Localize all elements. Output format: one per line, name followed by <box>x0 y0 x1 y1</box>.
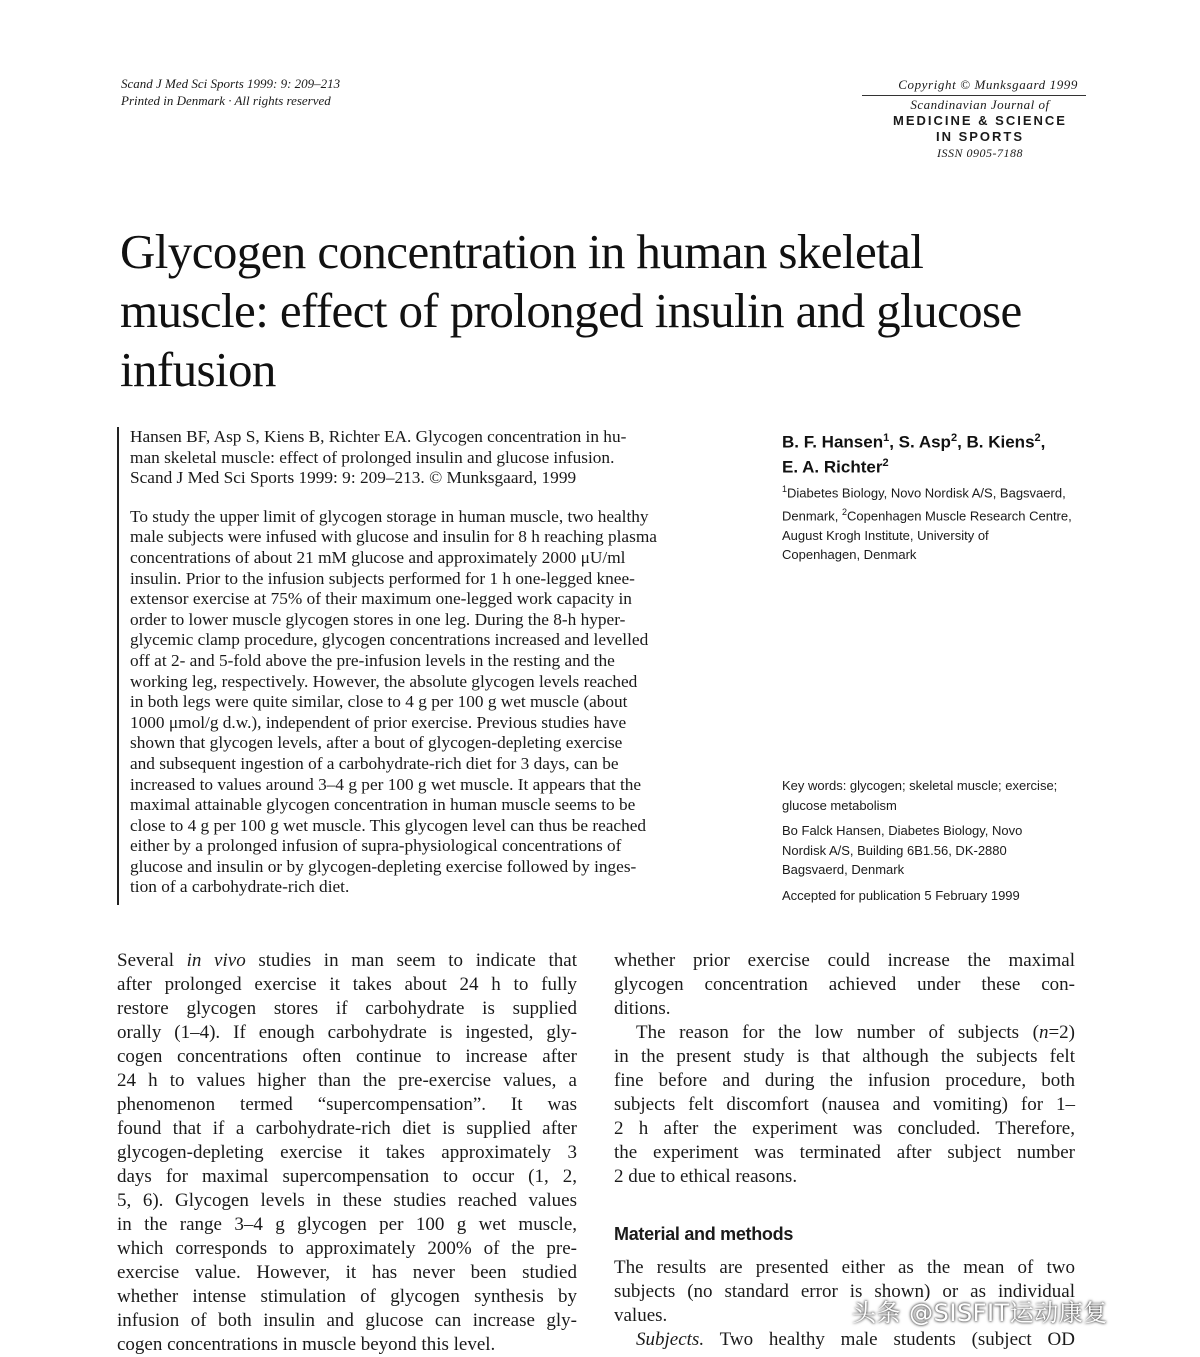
body-line: values. <box>614 1305 668 1326</box>
article-metadata <box>782 776 1102 905</box>
paper-title <box>120 222 1100 399</box>
body-line: The results are presented either as the mean of two <box>614 1257 1075 1278</box>
affiliation-text: Denmark, <box>782 508 842 524</box>
title-line: Glycogen concentration in human skeletal <box>120 224 924 279</box>
section-heading: Material and methods <box>614 1224 794 1244</box>
body-line: orally (1–4). If enough carbohydrate is ingested, gly- <box>117 1022 577 1043</box>
printed-in-line: Printed in Denmark · All rights reserved <box>121 93 331 108</box>
abstract-line: maximal attainable glycogen concentration in human muscle seems to be <box>130 795 636 815</box>
body-line: exercise value. However, it has never been studied <box>117 1262 577 1283</box>
abstract-line: extensor exercise at 75% of their maximum one-legged work capacity in <box>130 589 632 609</box>
affiliation-marker: 2 <box>1034 432 1041 444</box>
body-line: after prolonged exercise it takes about 24 h to fully <box>117 974 577 995</box>
issn: ISSN 0905-7188 <box>937 146 1023 160</box>
affiliation-text: Copenhagen Muscle Research Centre, <box>846 508 1072 524</box>
abstract-line: concentrations of about 21 mM glucose and approximately 2000 μU/ml <box>130 547 626 567</box>
body-line: infusion of both insulin and glucose can increase gly- <box>117 1310 577 1331</box>
abstract-line: tion of a carbohydrate-rich diet. <box>130 877 350 897</box>
body-italic-text: n <box>1038 1022 1049 1043</box>
body-line: 5, 6). Glycogen levels in these studies reached values <box>117 1190 577 1211</box>
journal-name-line1: Scandinavian Journal of <box>910 97 1050 112</box>
citation-line: Scand J Med Sci Sports 1999: 9: 209–213. © Munksgaard, 1999 <box>130 468 577 488</box>
body-italic-text: Subjects. <box>636 1329 705 1350</box>
watermark: 头条 @SISFIT运动康复 <box>852 1299 1108 1327</box>
author-name: B. F. Hansen <box>782 432 884 452</box>
body-line: 24 h to values higher than the pre-exercise values, a <box>117 1070 577 1091</box>
body-line: phenomenon termed “supercompensation”. It was <box>117 1094 577 1115</box>
body-text: Several <box>117 950 187 971</box>
body-line <box>614 1021 1075 1045</box>
body-line: found that if a carbohydrate-rich diet is supplied after <box>117 1118 577 1139</box>
body-line: 2 h after the experiment was concluded. Therefore, <box>614 1118 1075 1139</box>
abstract-line: either by a prolonged infusion of supra-physiological concentrations of <box>130 836 622 856</box>
abstract-citation <box>130 427 757 489</box>
body-line: subjects (no standard error is shown) or as individual <box>614 1281 1075 1302</box>
body-text: Two healthy male students (subject OD <box>704 1329 1075 1350</box>
abstract-line: in both legs were quite similar, close to 4 g per 100 g wet muscle (about <box>130 692 628 712</box>
affiliation-marker: 2 <box>882 456 889 469</box>
body-line <box>117 949 577 973</box>
journal-citation-header <box>121 75 340 109</box>
body-line: whether intense stimulation of glycogen synthesis by <box>117 1286 577 1307</box>
affiliation-line: Copenhagen, Denmark <box>782 547 917 563</box>
abstract-line: 1000 μmol/g d.w.), independent of prior exercise. Previous studies have <box>130 712 627 732</box>
keywords-line: glucose metabolism <box>782 797 897 813</box>
body-text: studies in man seem to indicate that <box>245 950 577 971</box>
abstract-line: insulin. Prior to the infusion subjects performed for 1 h one-legged knee- <box>130 568 635 588</box>
affiliation-line <box>782 503 1102 526</box>
abstract-line: off at 2- and 5-fold above the pre-infusion levels in the resting and the <box>130 650 615 670</box>
correspondence-line: Bagsvaerd, Denmark <box>782 862 905 877</box>
body-line: fine before and during the infusion procedure, both <box>614 1070 1075 1091</box>
publisher-header <box>862 77 1086 161</box>
body-line: glycogen-depleting exercise it takes approximately 3 <box>117 1142 577 1163</box>
keywords-line: Key words: glycogen; skeletal muscle; exercise; <box>782 778 1058 793</box>
body-line: in the present study is that although the subjects felt <box>614 1046 1075 1067</box>
abstract-line: glucose and insulin or by glycogen-depleting exercise followed by inges- <box>130 856 637 876</box>
body-column-left <box>117 949 577 1357</box>
abstract-line: and subsequent ingestion of a carbohydrate-rich diet for 3 days, can be <box>130 753 619 773</box>
author-name: , B. Kiens <box>957 432 1035 452</box>
affiliation-line: August Krogh Institute, University of <box>782 527 989 543</box>
correspondence-line: Bo Falck Hansen, Diabetes Biology, Novo <box>782 823 1023 838</box>
abstract <box>117 427 757 905</box>
journal-name-line3: IN SPORTS <box>935 129 1025 144</box>
body-line: the experiment was terminated after subject number <box>614 1142 1075 1163</box>
body-line: days for maximal supercompensation to occur (1, 2, <box>117 1166 577 1187</box>
body-line: cogen concentrations in muscle beyond this level. <box>117 1334 496 1355</box>
body-line: 2 due to ethical reasons. <box>614 1166 798 1187</box>
citation-line: man skeletal muscle: effect of prolonged insulin and glucose infusion. <box>130 447 615 467</box>
body-line: glycogen concentration achieved under these con- <box>614 974 1075 995</box>
author-name: E. A. Richter <box>782 457 883 477</box>
abstract-line: To study the upper limit of glycogen storage in human muscle, two healthy <box>130 506 649 526</box>
body-line <box>614 1328 1075 1352</box>
title-line: infusion <box>120 342 276 397</box>
affiliations <box>782 480 1102 565</box>
journal-logo <box>874 97 1086 161</box>
body-line: which corresponds to approximately 200% of the pre- <box>117 1238 577 1259</box>
citation-line: Hansen BF, Asp S, Kiens B, Richter EA. Glycogen concentration in hu- <box>130 427 627 446</box>
copyright-notice: Copyright © Munksgaard 1999 <box>862 77 1086 96</box>
body-text: The reason for the low number of subjects ( <box>636 1022 1039 1043</box>
title-line: muscle: effect of prolonged insulin and glucose <box>120 283 1022 338</box>
abstract-body <box>130 507 757 898</box>
body-line: cogen concentrations often continue to increase after <box>117 1046 577 1067</box>
affiliation-marker: 2 <box>950 432 958 444</box>
author-list <box>782 428 1112 477</box>
abstract-line: working leg, respectively. However, the absolute glycogen levels reached <box>130 671 638 691</box>
abstract-line: order to lower muscle glycogen stores in one leg. During the 8-h hyper- <box>130 609 626 629</box>
correspondence-address <box>782 821 1102 880</box>
author-separator: , <box>1040 432 1046 452</box>
body-line: restore glycogen stores if carbohydrate is supplied <box>117 998 577 1019</box>
affiliation-marker: 2 <box>841 506 847 517</box>
abstract-line: increased to values around 3–4 g per 100 g wet muscle. It appears that the <box>130 774 642 794</box>
body-italic-text: in vivo <box>186 950 246 971</box>
journal-name-line2: MEDICINE & SCIENCE <box>893 113 1067 128</box>
body-line: ditions. <box>614 998 671 1019</box>
affiliation-marker: 1 <box>883 432 890 444</box>
affiliation-text: Diabetes Biology, Novo Nordisk A/S, Bagsvaerd, <box>787 485 1066 501</box>
body-column-right <box>614 949 1075 1352</box>
journal-citation-line: Scand J Med Sci Sports 1999: 9: 209–213 <box>121 76 341 91</box>
accepted-date: Accepted for publication 5 February 1999 <box>782 887 1020 903</box>
affiliation-line <box>782 480 1102 503</box>
affiliation-marker: 1 <box>782 484 788 494</box>
author-name: , S. Asp <box>889 432 951 452</box>
body-line: in the range 3–4 g glycogen per 100 g wet muscle, <box>117 1214 577 1235</box>
body-line: whether prior exercise could increase the maximal <box>614 950 1075 971</box>
abstract-line: shown that glycogen levels, after a bout of glycogen-depleting exercise <box>130 733 623 753</box>
body-line: subjects felt discomfort (nausea and vomiting) for 1– <box>614 1094 1075 1115</box>
keywords <box>782 776 1102 815</box>
body-text: =2) <box>1048 1022 1075 1043</box>
abstract-line: close to 4 g per 100 g wet muscle. This glycogen level can thus be reached <box>130 815 647 835</box>
abstract-line: male subjects were infused with glucose and insulin for 8 h reaching plasma <box>130 527 657 547</box>
correspondence-line: Nordisk A/S, Building 6B1.56, DK-2880 <box>782 842 1007 858</box>
abstract-line: glycemic clamp procedure, glycogen concentrations increased and levelled <box>130 630 649 650</box>
